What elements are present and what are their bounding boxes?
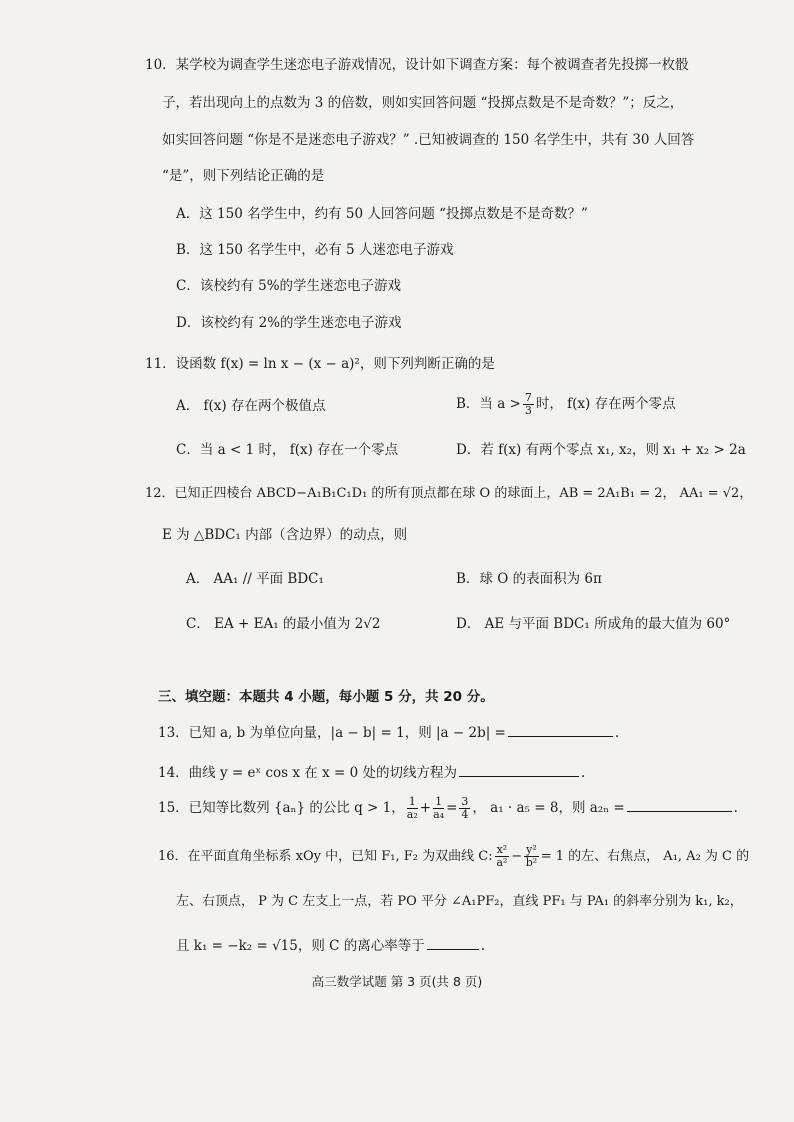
q13-text: 13．已知 a, b 为单位向量，|a − b| = 1，则 |a − 2b| = [158, 725, 506, 741]
q14 [158, 762, 585, 782]
q15 [158, 796, 738, 821]
q16-fraction-y [524, 844, 539, 869]
q10-line2: 子，若出现向上的点数为 3 的倍数，则如实回答问题 “投掷点数是不是奇数？”；反之， [162, 95, 684, 111]
q10-line3: 如实回答问题 “你是不是迷恋电子游戏？” .已知被调查的 150 名学生中，共有 30 人回答 [162, 132, 695, 148]
q11-b-numerator: 7 [524, 391, 532, 404]
q15-answer-blank[interactable] [627, 797, 732, 812]
q11-b-prefix: B．当 a > [456, 396, 521, 412]
q10-option-a: A．这 150 名学生中，约有 50 人回答问题 “投掷点数是不是奇数？” [176, 206, 588, 222]
q11-b-denominator: 3 [524, 404, 532, 417]
q10-option-c: C．该校约有 5%的学生迷恋电子游戏 [176, 278, 402, 294]
q11-b-fraction [523, 392, 534, 417]
q12-option-d: D． AE 与平面 BDC₁ 所成角的最大值为 60° [456, 616, 731, 632]
q16-line1-text: 16．在平面直角坐标系 xOy 中，已知 F₁, F₂ 为双曲线 C: [158, 849, 493, 864]
q11-option-b [456, 392, 676, 417]
q15-equals: = [446, 800, 458, 816]
q15-fraction-2 [433, 796, 444, 821]
q16-line1-tail: = 1 的左、右焦点， A₁, A₂ 为 C 的 [540, 849, 750, 864]
q16-minus: − [511, 849, 523, 864]
q16-line3-text: 且 k₁ = −k₂ = √15，则 C 的离心率等于 [176, 938, 425, 954]
q15-plus: + [419, 800, 432, 816]
q15-period: . [733, 800, 738, 816]
q15-fraction-1 [407, 796, 418, 821]
q16-fy-numerator: y² [526, 843, 537, 856]
q12-option-b: B．球 O 的表面积为 6π [456, 571, 602, 587]
section-fill-in-blank-title: 三、填空题：本题共 4 小题，每小题 5 分，共 20 分。 [158, 689, 494, 705]
q11-option-a: A． f(x) 存在两个极值点 [176, 398, 326, 414]
q15-text: 15．已知等比数列 {aₙ} 的公比 q > 1， [158, 800, 405, 816]
q15-f2-numerator: 1 [435, 795, 443, 808]
q15-f3-denominator: 4 [461, 808, 469, 821]
q16-fx-denominator: a² [496, 856, 508, 869]
q15-fraction-3 [459, 796, 470, 821]
q16-fraction-x [495, 844, 510, 869]
q13 [158, 722, 619, 742]
q14-answer-blank[interactable] [459, 762, 579, 777]
q13-answer-blank[interactable] [508, 722, 613, 737]
q16-line1 [158, 844, 749, 869]
page-footer: 高三数学试题 第 3 页(共 8 页) [311, 974, 483, 989]
q15-f1-denominator: a₂ [406, 808, 418, 821]
q15-f1-numerator: 1 [408, 795, 416, 808]
q15-condition: ， a₁ · a₅ = 8，则 a₂ₙ = [472, 800, 625, 816]
q14-text: 14．曲线 y = eˣ cos x 在 x = 0 处的切线方程为 [158, 765, 457, 781]
q11-b-suffix: 时， f(x) 存在两个零点 [535, 396, 676, 412]
q16-line3 [176, 935, 485, 955]
q16-period: . [480, 938, 486, 954]
q15-f3-numerator: 3 [461, 795, 469, 808]
q11-option-c: C．当 a < 1 时， f(x) 存在一个零点 [176, 442, 399, 458]
q12-option-a: A． AA₁ // 平面 BDC₁ [186, 571, 324, 587]
q10-line4: “是”，则下列结论正确的是 [162, 168, 325, 184]
q10-option-d: D．该校约有 2%的学生迷恋电子游戏 [176, 315, 402, 331]
q13-period: . [614, 725, 620, 741]
q16-answer-blank[interactable] [427, 935, 479, 950]
q16-fx-numerator: x² [496, 843, 508, 856]
q12-line1: 12．已知正四棱台 ABCD−A₁B₁C₁D₁ 的所有顶点都在球 O 的球面上，AB = 2A₁B₁ = 2， AA₁ = √2， [145, 486, 753, 501]
q10-line1: 10．某学校为调查学生迷恋电子游戏情况，设计如下调查方案：每个被调查者先投掷一枚骰 [145, 57, 689, 73]
q15-f2-denominator: a₄ [433, 808, 445, 821]
q11-option-d: D．若 f(x) 有两个零点 x₁, x₂，则 x₁ + x₂ > 2a [456, 442, 746, 458]
q16-fy-denominator: b² [525, 856, 538, 869]
q16-line2: 左、右顶点， P 为 C 左支上一点，若 PO 平分 ∠A₁PF₂，直线 PF₁ 与 PA₁ 的斜率分别为 k₁, k₂， [176, 894, 743, 909]
q11-stem: 11．设函数 f(x) = ln x − (x − a)²，则下列判断正确的是 [145, 356, 495, 372]
q14-period: . [580, 765, 586, 781]
q10-option-b: B．这 150 名学生中，必有 5 人迷恋电子游戏 [176, 242, 454, 258]
q12-line2: E 为 △BDC₁ 内部（含边界）的动点，则 [162, 527, 408, 543]
q12-option-c: C． EA + EA₁ 的最小值为 2√2 [186, 616, 381, 632]
